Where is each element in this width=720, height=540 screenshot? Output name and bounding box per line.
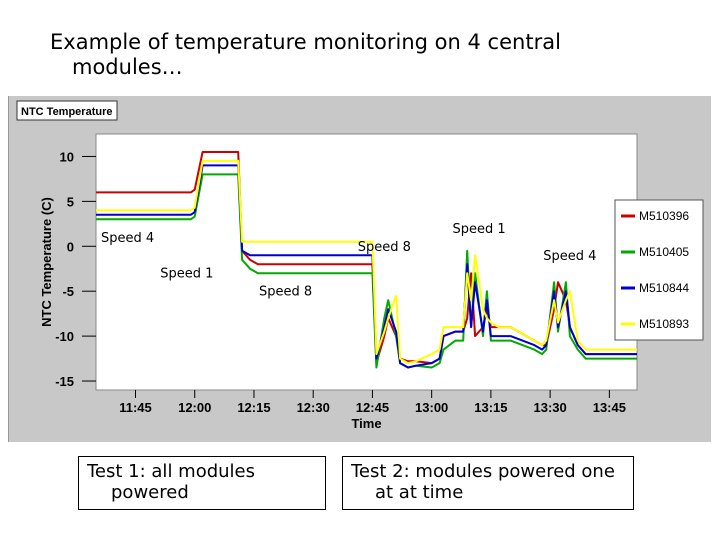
slide-title-line-1: Example of temperature monitoring on 4 central (50, 30, 561, 54)
slide-title (50, 30, 650, 80)
test1-note-line-1: Test 1: all modules (87, 461, 255, 482)
x-tick-label: 13:30 (533, 400, 567, 415)
temperature-chart (9, 96, 711, 442)
y-tick-label: -10 (55, 329, 74, 345)
test2-note-line-1: Test 2: modules powered one (351, 461, 615, 482)
speed-annotation: Speed 8 (258, 284, 313, 300)
legend-label: M510405 (639, 245, 690, 259)
chart-title: NTC Temperature (21, 106, 113, 118)
legend-label: M510396 (639, 209, 690, 223)
speed-annotation: Speed 8 (357, 239, 411, 255)
legend-label: M510893 (639, 317, 690, 331)
speed-annotation: Speed 4 (543, 248, 597, 264)
speed-annotation: Speed 4 (101, 230, 155, 246)
x-tick-label: 11:45 (119, 400, 152, 415)
slide-title-line-2: modules… (72, 55, 183, 79)
y-axis-label: NTC Temperature (C) (39, 197, 54, 327)
y-tick-label: -5 (62, 284, 74, 300)
speed-annotation: Speed 1 (452, 221, 506, 237)
y-tick-label: 0 (66, 239, 74, 255)
test2-note (342, 456, 634, 510)
test1-note-line-2: powered (111, 482, 189, 503)
test1-note (78, 456, 326, 510)
x-tick-label: 12:15 (237, 400, 271, 415)
x-tick-label: 12:45 (355, 400, 390, 415)
x-tick-label: 12:30 (296, 400, 330, 415)
y-tick-label: 5 (66, 194, 74, 210)
test2-note-line-2: at at time (375, 482, 464, 503)
legend-label: M510844 (639, 281, 690, 295)
chart-frame (8, 96, 711, 442)
y-tick-label: 10 (59, 149, 74, 165)
x-tick-label: 12:00 (178, 400, 212, 415)
x-axis-label: Time (351, 416, 382, 431)
x-tick-label: 13:15 (474, 400, 508, 415)
x-tick-label: 13:45 (592, 400, 626, 415)
x-tick-label: 13:00 (415, 400, 449, 415)
speed-annotation: Speed 1 (160, 266, 214, 282)
y-tick-label: -15 (55, 374, 74, 390)
